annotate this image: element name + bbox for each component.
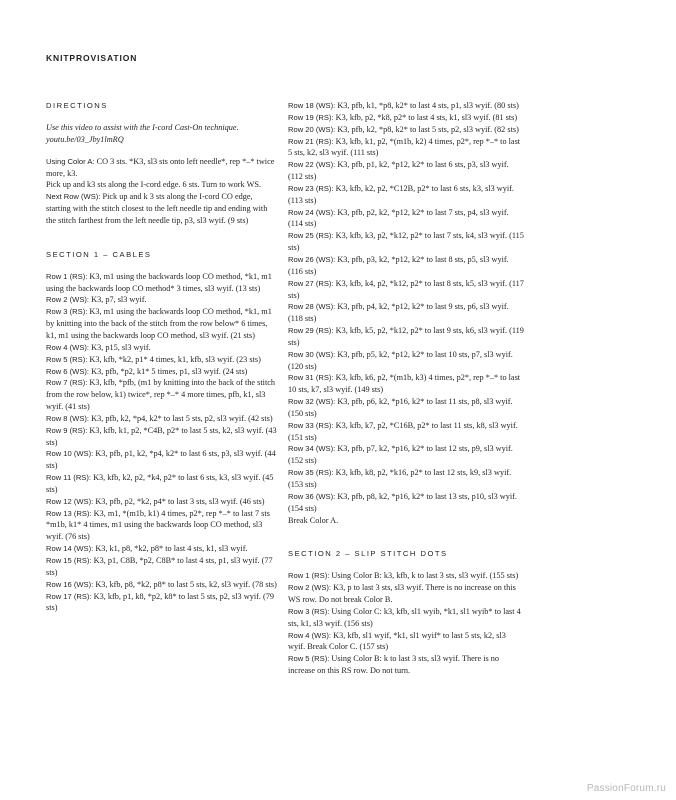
row-text: K3, kfb, k2, p2, *C12B, p2* to last 6 sts, k3, sl3 wyif. (113 sts): [288, 183, 514, 205]
video-link[interactable]: youtu.be/03_Jby1lmRQ: [46, 134, 124, 144]
row-label: Row 9 (RS):: [46, 425, 88, 435]
row-label: Row 4 (WS):: [288, 630, 332, 640]
pattern-row: [288, 349, 524, 373]
row-text: K3, kfb, k1, p2, *C4B, p2* to last 5 sts, k2, sl3 wyif. (43 sts): [46, 425, 277, 447]
row-label: Row 8 (WS):: [46, 413, 90, 423]
pattern-row: [288, 372, 524, 396]
row-text: K3, pfb, p8, k2, *p16, k2* to last 13 sts, p10, sl3 wyif. (154 sts): [288, 491, 517, 513]
row-text: K3, pfb, p6, k2, *p16, k2* to last 11 sts, p8, sl3 wyif. (150 sts): [288, 397, 513, 418]
row-label: Row 18 (WS):: [288, 101, 336, 110]
row-label: Row 16 (WS):: [46, 579, 94, 589]
row-text: K3, m1 using the backwards loop CO method, *k1, m1 using the backwards loop CO method* 3 times, sl3 wyif. (13 sts): [46, 271, 272, 293]
pattern-row: [46, 294, 278, 306]
row-label: Row 35 (RS):: [288, 468, 334, 478]
pattern-row: [46, 508, 278, 544]
row-text: K3, kfb, k4, p2, *k12, p2* to last 8 sts, k5, sl3 wyif. (117 sts): [288, 278, 524, 300]
pattern-row: [288, 582, 524, 606]
row-label: Row 30 (WS):: [288, 349, 336, 359]
section1-rows-left: [46, 271, 278, 614]
row-text: K3, pfb, p5, k2, *p12, k2* to last 10 sts, p7, sl3 wyif. (120 sts): [288, 349, 513, 371]
pattern-row: [288, 420, 524, 444]
row-text: Using Color B: k to last 3 sts, sl3 wyif. There is no increase on this RS row. Do not turn.: [288, 654, 500, 676]
row-text: K3, pfb, p1, k2, *p4, k2* to last 6 sts, p3, sl3 wyif. (44 sts): [46, 449, 276, 471]
directions-heading: DIRECTIONS: [46, 101, 108, 110]
row-text: K3, kfb, *pfb, (m1 by knitting into the back of the stitch from the row below, k1) twice*, rep *–* 4 more times, pfb, k1, sl3 wyif. (41 sts): [46, 378, 276, 412]
pattern-row: [46, 425, 278, 449]
pattern-row: [288, 207, 524, 231]
row-label: Row 23 (RS):: [288, 183, 334, 193]
pattern-row: [288, 606, 524, 630]
row-text: K3, m1 using the backwards loop CO method, *k1, m1 by knitting into the back of the stitch from the row below* 6 times, k1, m1 using the backwards loop CO method, sl3 wyif. (21 sts): [46, 307, 272, 340]
pattern-row: [46, 448, 278, 472]
row-text: Using Color C: k3, kfb, sl1 wyib, *k1, sl1 wyib* to last 4 sts, k1, sl3 wyif. (156 sts): [288, 606, 521, 628]
row-text: K3, pfb, p3, k2, *p12, k2* to last 8 sts, p5, sl3 wyif. (116 sts): [288, 254, 509, 276]
pattern-row: [46, 354, 278, 366]
row-label: Row 4 (WS):: [46, 342, 90, 352]
row-label: Row 33 (RS):: [288, 420, 334, 430]
section1-rows-right: [288, 100, 524, 515]
row-label: Row 3 (RS):: [46, 307, 88, 317]
row-text: K3, pfb, k2, *p4, k2* to last 5 sts, p2, sl3 wyif. (42 sts): [91, 413, 273, 423]
row-text: K3, kfb, k2, p2, *k4, p2* to last 6 sts, k3, sl3 wyif. (45 sts): [46, 473, 274, 494]
row-label: Row 36 (WS):: [288, 491, 336, 501]
row-label: Row 17 (RS):: [46, 591, 92, 601]
pattern-row: [288, 396, 524, 420]
row-label: Row 5 (RS):: [288, 654, 330, 664]
section1-heading: SECTION 1 – CABLES: [46, 249, 152, 259]
video-note: Use this video to assist with the I-cord Cast-On technique.: [46, 123, 239, 132]
pattern-row: [288, 491, 524, 515]
color-a-text: CO 3 sts. *K3, sl3 sts onto left needle*, rep *–* twice more, k3.: [46, 156, 275, 178]
row-text: K3, pfb, p2, k2, *p12, k2* to last 7 sts, p4, sl3 wyif. (114 sts): [288, 207, 509, 229]
row-text: K3, kfb, k1, p2, *(m1b, k2) 4 times, p2*, rep *–* to last 5 sts, k2, sl3 wyif. (111 sts): [288, 136, 521, 158]
row-label: Row 3 (RS):: [288, 606, 330, 616]
pattern-row: [288, 570, 524, 582]
pattern-row: [288, 183, 524, 207]
row-label: Row 11 (RS):: [46, 473, 92, 483]
row-text: K3, p15, sl3 wyif.: [91, 342, 151, 352]
pattern-row: [46, 271, 278, 295]
row-text: K3, pfb, p7, k2, *p16, k2* to last 12 sts, p9, sl3 wyif. (152 sts): [288, 444, 513, 466]
row-text: K3, pfb, *p2, k1* 5 times, p1, sl3 wyif. (24 sts): [91, 366, 248, 376]
pattern-row: [46, 342, 278, 354]
next-row-text: Pick up and k 3 sts along the I-cord CO edge, starting with the stitch closest to the left needle tip and ending with the stitch farthest from the left needle tip, p3, sl3 wyif. (9 sts): [46, 192, 268, 225]
row-label: Row 32 (WS):: [288, 397, 336, 407]
row-label: Row 21 (RS):: [288, 136, 334, 146]
row-text: K3, pfb, p4, k2, *p12, k2* to last 9 sts, p6, sl3 wyif. (118 sts): [288, 302, 509, 324]
pattern-row: [46, 306, 278, 342]
pattern-row: [46, 591, 278, 615]
pattern-row: [288, 124, 524, 136]
pattern-row: [46, 543, 278, 555]
row-text: K3, kfb, k5, p2, *k12, p2* to last 9 sts, k6, sl3 wyif. (119 sts): [288, 326, 524, 347]
row-text: K3, kfb, k3, p2, *k12, p2* to last 7 sts, k4, sl3 wyif. (115 sts): [288, 231, 524, 253]
row-text: K3, pfb, p2, *k2, p4* to last 3 sts, sl3 wyif. (46 sts): [95, 496, 265, 506]
row-text: K3, kfb, sl1 wyif, *k1, sl1 wyif* to last 5 sts, k2, sl3 wyif. Break Color C. (157 sts): [288, 630, 506, 652]
row-text: K3, p to last 3 sts, sl3 wyif. There is no increase on this WS row. Do not break Color B.: [288, 583, 516, 605]
row-text: K3, k1, p8, *k2, p8* to last 4 sts, k1, sl3 wyif.: [95, 544, 248, 554]
pattern-row: [288, 254, 524, 278]
row-text: K3, kfb, p8, *k2, p8* to last 5 sts, k2, sl3 wyif. (78 sts): [95, 579, 277, 589]
row-label: Row 6 (WS):: [46, 366, 90, 376]
row-label: Row 14 (WS):: [46, 544, 94, 554]
row-label: Row 34 (WS):: [288, 444, 336, 454]
watermark: PassionForum.ru: [586, 783, 666, 794]
pattern-row: [46, 555, 278, 579]
row-text: K3, kfb, p2, *k8, p2* to last 4 sts, k1, sl3 wyif. (81 sts): [335, 112, 518, 122]
pattern-row: [46, 496, 278, 508]
pattern-row: [288, 278, 524, 302]
row-label: Row 1 (RS):: [288, 571, 330, 581]
pattern-row: [288, 100, 524, 112]
row-text: K3, kfb, p1, k8, *p2, k8* to last 5 sts, p2, sl3 wyif. (79 sts): [46, 591, 274, 613]
pattern-row: [46, 472, 278, 496]
row-label: Row 25 (RS):: [288, 231, 334, 241]
row-text: K3, p1, C8B, *p2, C8B* to last 4 sts, p1, sl3 wyif. (77 sts): [46, 556, 273, 577]
row-text: K3, kfb, *k2, p1* 4 times, k1, kfb, sl3 wyif. (23 sts): [89, 354, 261, 364]
break-color-note: Break Color A.: [288, 515, 339, 525]
row-label: Row 7 (RS):: [46, 378, 88, 388]
row-label: Row 31 (RS):: [288, 373, 334, 383]
pattern-row: [46, 377, 278, 413]
row-label: Row 12 (WS):: [46, 496, 94, 506]
next-row-label: Next Row (WS):: [46, 192, 101, 202]
row-label: Row 28 (WS):: [288, 302, 336, 312]
pattern-row: [46, 366, 278, 378]
row-text: K3, pfb, p1, k2, *p12, k2* to last 6 sts, p3, sl3 wyif. (112 sts): [288, 160, 509, 182]
row-text: K3, kfb, k6, p2, *(m1b, k3) 4 times, p2*, rep *–* to last 10 sts, k7, sl3 wyif. (149 sts): [288, 373, 521, 395]
row-label: Row 13 (RS):: [46, 508, 92, 518]
pattern-row: [288, 443, 524, 467]
pattern-row: [288, 159, 524, 183]
section2-heading: SECTION 2 – SLIP STITCH DOTS: [288, 549, 448, 559]
pattern-row: [288, 325, 524, 349]
row-text: Using Color B: k3, kfb, k to last 3 sts, sl3 wyif. (155 sts): [331, 571, 519, 581]
row-label: Row 27 (RS):: [288, 278, 334, 288]
row-label: Row 2 (WS):: [46, 295, 90, 305]
color-a-label: Using Color A:: [46, 156, 95, 166]
pattern-row: [46, 413, 278, 425]
pattern-row: [288, 301, 524, 325]
row-label: Row 10 (WS):: [46, 449, 94, 459]
pattern-row: [288, 653, 524, 677]
pattern-row: [46, 579, 278, 591]
row-label: Row 1 (RS):: [46, 271, 88, 281]
row-label: Row 2 (WS):: [288, 583, 332, 593]
pickup-instruction: Pick up and k3 sts along the I-cord edge. 6 sts. Turn to work WS.: [46, 180, 262, 190]
row-text: K3, kfb, k8, p2, *k16, p2* to last 12 sts, k9, sl3 wyif. (153 sts): [288, 468, 512, 489]
row-text: K3, kfb, k7, p2, *C16B, p2* to last 11 sts, k8, sl3 wyif. (151 sts): [288, 420, 518, 442]
pattern-row: [288, 136, 524, 160]
row-label: Row 26 (WS):: [288, 254, 336, 264]
right-column: [288, 100, 524, 677]
section2-rows: [288, 570, 524, 677]
row-label: Row 15 (RS):: [46, 556, 92, 565]
pattern-row: [288, 467, 524, 491]
pattern-row: [288, 112, 524, 124]
brand-header: KNITPROVISATION: [46, 53, 138, 63]
row-text: K3, pfb, k1, *p8, k2* to last 4 sts, p1, sl3 wyif. (80 sts): [337, 101, 519, 110]
pattern-row: [288, 630, 524, 654]
row-label: Row 20 (WS):: [288, 124, 336, 134]
row-label: Row 22 (WS):: [288, 160, 336, 170]
left-column: [46, 100, 278, 614]
row-label: Row 19 (RS):: [288, 112, 334, 122]
color-a-instruction: [46, 156, 278, 180]
row-text: K3, p7, sl3 wyif.: [91, 295, 147, 305]
row-label: Row 29 (RS):: [288, 326, 334, 336]
row-label: Row 24 (WS):: [288, 207, 336, 217]
next-row-instruction: [46, 191, 278, 227]
pattern-row: [288, 230, 524, 254]
row-text: K3, pfb, k2, *p8, k2* to last 5 sts, p2, sl3 wyif. (82 sts): [337, 124, 519, 134]
row-text: K3, m1, *(m1b, k1) 4 times, p2*, rep *–* to last 7 sts *m1b, k1* 4 times, m1 using the backwards loop CO method, sl3 wyif. (76 sts): [46, 508, 270, 542]
row-label: Row 5 (RS):: [46, 354, 88, 364]
